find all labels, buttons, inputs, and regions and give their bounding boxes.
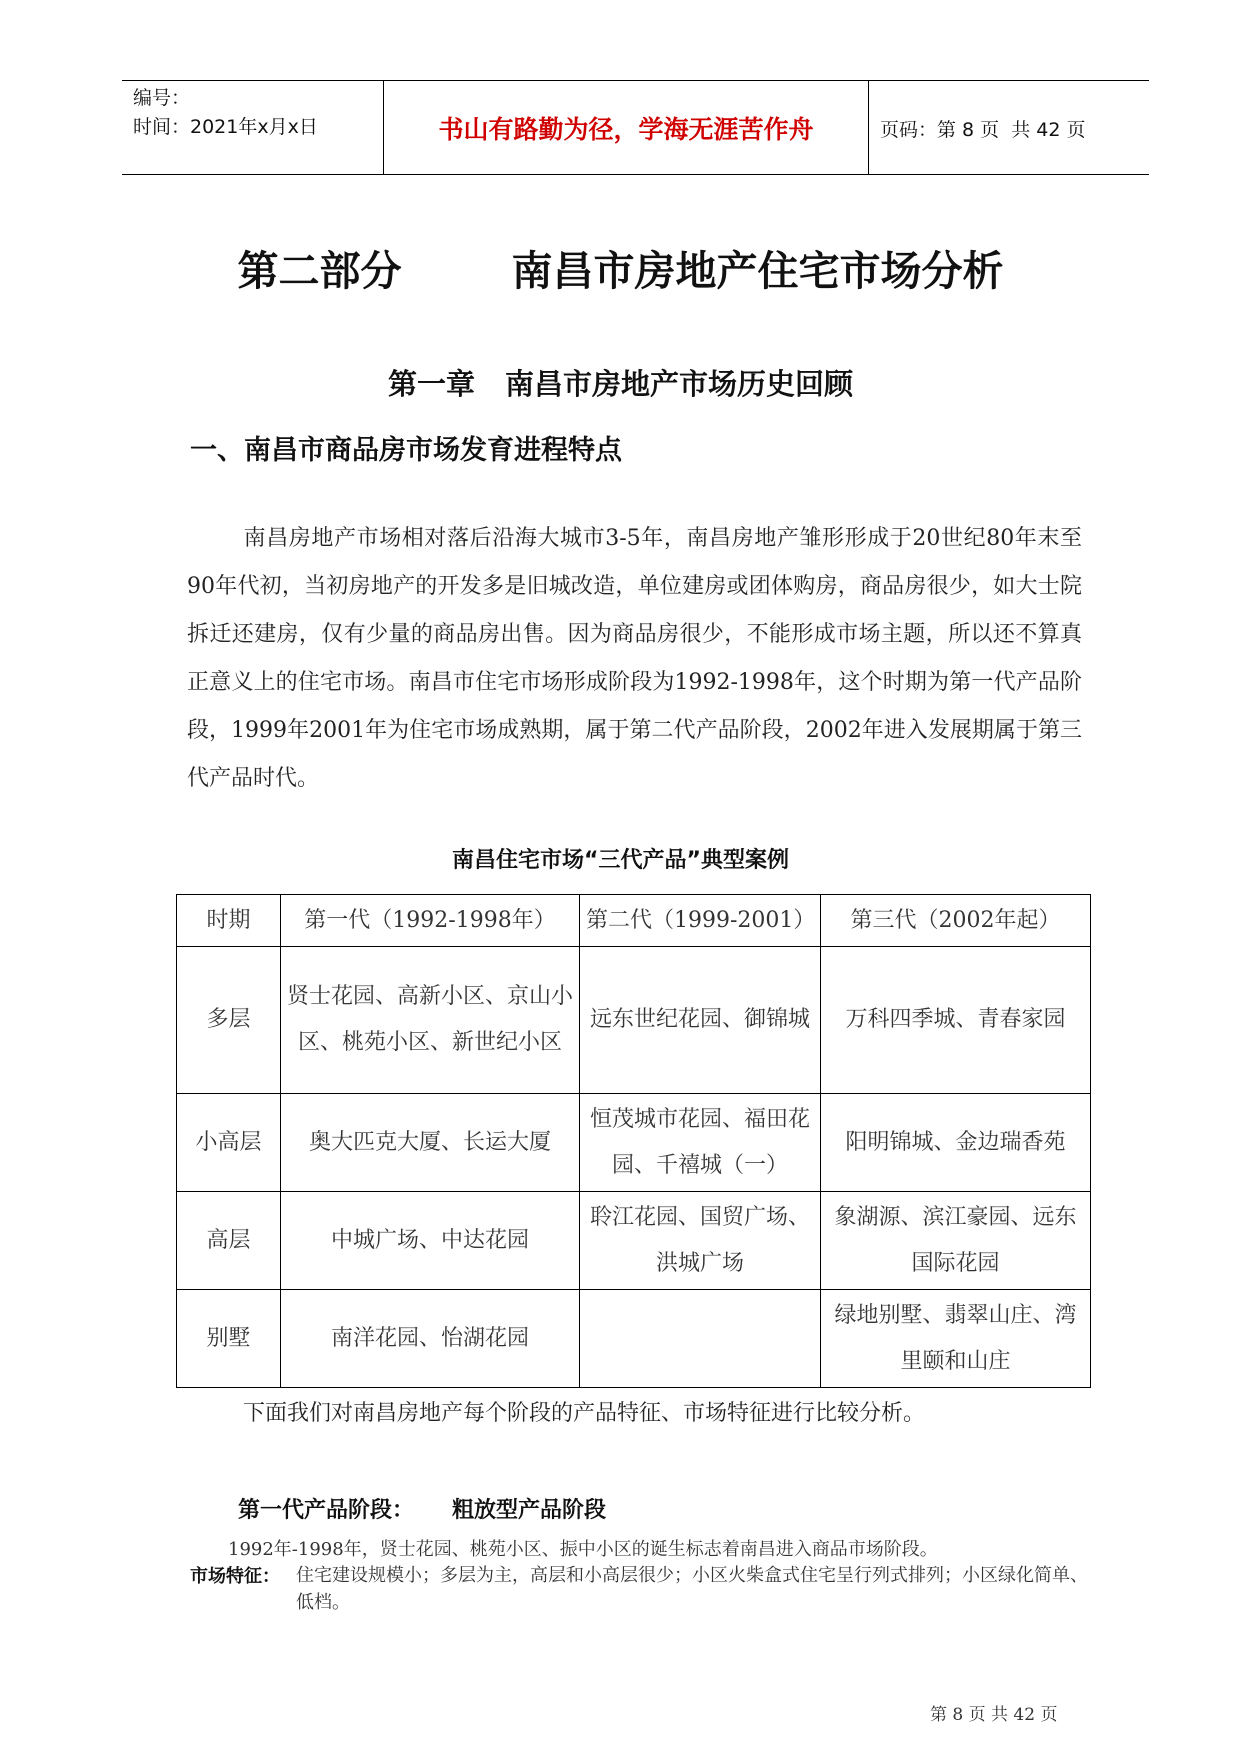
gen1-heading <box>238 1493 606 1524</box>
table-cell: 奥大匹克大厦、长运大厦 <box>281 1094 580 1192</box>
chapter-name: 南昌市房地产市场历史回顾 <box>505 367 854 401</box>
table-header-cell: 时期 <box>177 895 281 947</box>
table-row <box>177 1192 1091 1290</box>
header-divider-right <box>868 80 869 174</box>
table-cell: 象湖源、滨江豪园、远东国际花园 <box>821 1192 1091 1290</box>
cases-table <box>176 894 1091 1388</box>
table-cell: 远东世纪花园、御锦城 <box>580 947 821 1094</box>
table-followup-text: 下面我们对南昌房地产每个阶段的产品特征、市场特征进行比较分析。 <box>243 1401 926 1426</box>
gen1-title: 第一代产品阶段： <box>238 1498 415 1523</box>
table-header-cell: 第二代（1999-2001） <box>580 895 821 947</box>
table-cell: 中城广场、中达花园 <box>281 1192 580 1290</box>
table-row <box>177 1094 1091 1192</box>
header-page-label: 页码：第 8 页 共 42 页 <box>880 119 1086 141</box>
table-cell: 贤士花园、高新小区、京山小区、桃苑小区、新世纪小区 <box>281 947 580 1094</box>
table-row <box>177 947 1091 1094</box>
intro-paragraph <box>187 515 1082 803</box>
header-time-label: 时间：2021年x月x日 <box>133 116 318 138</box>
part-number: 第二部分 <box>237 247 402 295</box>
chapter-number: 第一章 <box>387 367 475 401</box>
part-name: 南昌市房地产住宅市场分析 <box>511 247 1004 295</box>
table-cell: 万科四季城、青春家园 <box>821 947 1091 1094</box>
market-feature-text: 住宅建设规模小；多层为主，高层和小高层很少；小区火柴盒式住宅呈行列式排列；小区绿化简单、低档。 <box>296 1565 1088 1613</box>
table-cell <box>580 1290 821 1388</box>
table-cell: 聆江花园、国贸广场、洪城广场 <box>580 1192 821 1290</box>
part-title <box>0 238 1241 297</box>
chapter-title <box>0 362 1241 403</box>
intro-paragraph-text: 南昌房地产市场相对落后沿海大城市3-5年，南昌房地产雏形形成于20世纪80年末至90年代初，当初房地产的开发多是旧城改造，单位建房或团体购房，商品房很少，如大士院拆迁还建房，仅有少量的商品房出售。因为商品房很少，不能形成市场主题，所以还不算真正意义上的住宅市场。南昌市住宅市场形成阶段为1992-1998年，这个时期为第一代产品阶段，1999年2001年为住宅市场成熟期，属于第二代产品阶段，2002年进入发展期属于第三代产品时代。 <box>187 526 1082 791</box>
table-caption: 南昌住宅市场“三代产品”典型案例 <box>452 848 789 873</box>
table-cell: 阳明锦城、金边瑞香苑 <box>821 1094 1091 1192</box>
table-header-cell: 第一代（1992-1998年） <box>281 895 580 947</box>
table-row <box>177 1290 1091 1388</box>
table-cell-period: 多层 <box>177 947 281 1094</box>
table-cell-period: 高层 <box>177 1192 281 1290</box>
header-meta <box>133 84 318 142</box>
table-cell: 恒茂城市花园、福田花园、千禧城（一） <box>580 1094 821 1192</box>
header-number-label: 编号： <box>133 87 191 109</box>
header-top-rule <box>122 80 1149 81</box>
table-cell: 绿地别墅、翡翠山庄、湾里颐和山庄 <box>821 1290 1091 1388</box>
gen1-intro: 1992年-1998年，贤士花园、桃苑小区、振中小区的诞生标志着南昌进入商品市场阶段。 <box>228 1539 938 1560</box>
table-cell-period: 别墅 <box>177 1290 281 1388</box>
header-motto: 书山有路勤为径，学海无涯苦作舟 <box>438 115 814 144</box>
table-header-row <box>177 895 1091 947</box>
gen1-subtitle: 粗放型产品阶段 <box>452 1498 607 1523</box>
table-cell: 南洋花园、怡湖花园 <box>281 1290 580 1388</box>
section-title: 一、南昌市商品房市场发育进程特点 <box>190 435 622 466</box>
table-header-cell: 第三代（2002年起） <box>821 895 1091 947</box>
market-feature-label: 市场特征： <box>190 1566 280 1587</box>
table-cell-period: 小高层 <box>177 1094 281 1192</box>
header-bottom-rule <box>122 174 1149 175</box>
page-footer: 第 8 页 共 42 页 <box>930 1705 1058 1725</box>
